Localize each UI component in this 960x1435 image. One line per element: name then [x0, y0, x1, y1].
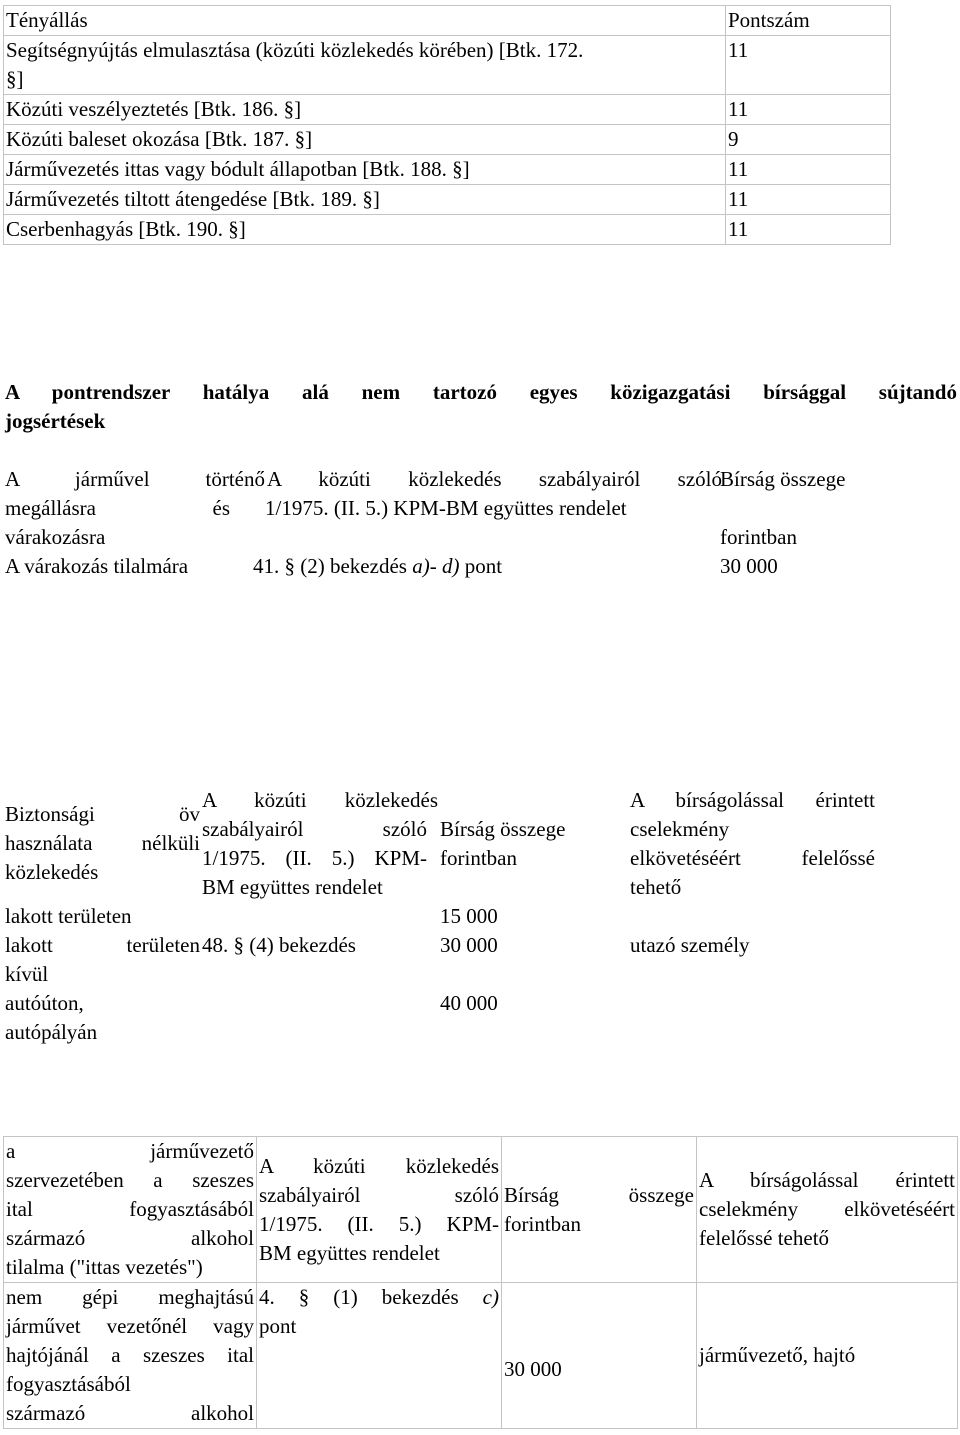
- offence-cell: nem gépi meghajtású járművet vezetőnél vagy hajtójánál a szeszes ital fogyasztásából származó alkohol: [4, 1283, 257, 1429]
- drunk-driving-fine-table: [3, 1136, 958, 1429]
- header-alcohol-ban: a járművezető szervezetében a szeszes ital fogyasztásából származó alkohol tilalma ("ittas vezetés"): [4, 1137, 257, 1283]
- table-row: [4, 1283, 958, 1429]
- points-cell: 11: [726, 95, 891, 125]
- fine-cell: 15 000: [440, 904, 498, 928]
- table-header-row: [4, 6, 891, 36]
- header-seatbelt: Biztonsági öv használata nélküli közlekedés: [5, 802, 200, 884]
- table-row: [4, 36, 891, 95]
- table-row: autóúton, autópályán: [5, 991, 98, 1044]
- parking-ban-reference: 41. § (2) bekezdés a)- d) pont: [253, 554, 503, 578]
- table-row: lakott területen kívül: [5, 933, 200, 986]
- points-cell: 11: [726, 215, 891, 245]
- header-fine-amount: Bírság összege: [440, 817, 566, 841]
- header-fine-amount: Bírság összege forintban: [720, 467, 846, 549]
- heading-line: A pontrendszer hatálya alá nem tartozó egyes közigazgatási bírsággal sújtandó: [5, 380, 957, 404]
- fact-line: §]: [6, 67, 24, 91]
- header-regulation: A közúti közlekedés szabályairól szóló 1/1975. (II. 5.) KPM- BM együttes rendelet: [202, 788, 438, 899]
- fact-line: Segítségnyújtás elmulasztása (közúti közlekedés körében) [Btk. 172.: [6, 38, 584, 62]
- header-responsible: A bírságolással érintett cselekmény elkövetéséért felelőssé tehető: [697, 1137, 958, 1283]
- table-row: lakott területen: [5, 904, 132, 928]
- heading-line: jogsértések: [5, 409, 106, 433]
- points-cell: 11: [726, 155, 891, 185]
- header-vehicle-stopping: A járművel történő megállásra és várakozásra: [5, 467, 265, 549]
- fact-cell: Közúti veszélyeztetés [Btk. 186. §]: [4, 95, 726, 125]
- responsible-cell: utazó személy: [630, 933, 750, 957]
- points-cell: 9: [726, 125, 891, 155]
- points-table: [3, 5, 891, 245]
- fine-cell: 40 000: [440, 991, 498, 1015]
- table-row: [4, 155, 891, 185]
- regulation-cell: 48. § (4) bekezdés: [202, 933, 356, 957]
- table-row: [4, 95, 891, 125]
- header-regulation: A közúti közlekedés szabályairól szóló 1/1975. (II. 5.) KPM- BM együttes rendelet: [257, 1137, 502, 1283]
- header-points: Pontszám: [726, 6, 891, 36]
- header-fact: Tényállás: [4, 6, 726, 36]
- section-heading: [5, 378, 957, 436]
- table-row: [4, 125, 891, 155]
- regulation-cell: 4. § (1) bekezdés c) pont: [257, 1283, 502, 1429]
- fine-cell: 30 000: [440, 933, 498, 957]
- table-row: [4, 215, 891, 245]
- fine-cell: 30 000: [502, 1283, 697, 1429]
- points-cell: 11: [726, 36, 891, 95]
- points-cell: 11: [726, 185, 891, 215]
- table-header-row: [4, 1137, 958, 1283]
- parking-ban-label: A várakozás tilalmára: [5, 554, 189, 578]
- header-regulation-line2: 1/1975. (II. 5.) KPM-BM együttes rendelet: [265, 496, 627, 520]
- parking-ban-fine: 30 000: [720, 554, 778, 578]
- fact-cell: [4, 36, 726, 95]
- header-regulation: A közúti közlekedés szabályairól szóló: [267, 467, 722, 491]
- header-fine-currency: forintban: [440, 846, 517, 870]
- responsible-cell: járművezető, hajtó: [697, 1283, 958, 1429]
- fact-cell: Cserbenhagyás [Btk. 190. §]: [4, 215, 726, 245]
- header-fine-amount: Bírság összege forintban: [502, 1137, 697, 1283]
- fact-cell: Járművezetés ittas vagy bódult állapotban [Btk. 188. §]: [4, 155, 726, 185]
- fact-cell: Közúti baleset okozása [Btk. 187. §]: [4, 125, 726, 155]
- table-row: [4, 185, 891, 215]
- header-responsible: A bírságolással érintett cselekmény elkövetéséért felelőssé tehető: [630, 788, 875, 899]
- fact-cell: Járművezetés tiltott átengedése [Btk. 189. §]: [4, 185, 726, 215]
